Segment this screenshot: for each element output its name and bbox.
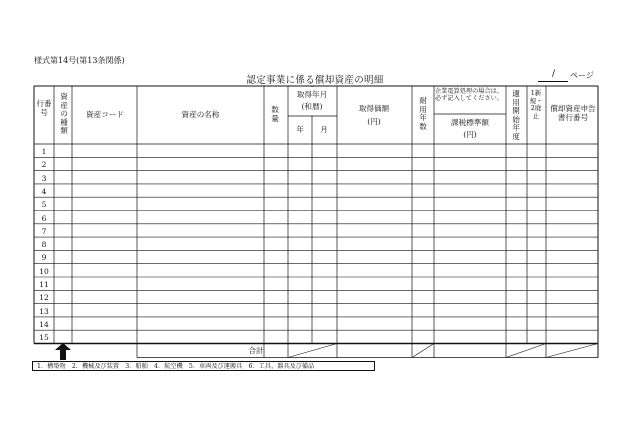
col-header-new-abolish: 1新規・2廃止 <box>529 89 543 120</box>
page-suffix-label: ページ <box>570 71 594 80</box>
col-header-report-no: 償却資産申告書行番号 <box>550 104 596 122</box>
grid-line <box>546 344 598 358</box>
grid-line <box>506 344 546 358</box>
total-label: 合計 <box>248 346 264 355</box>
row-number: 5 <box>41 200 47 210</box>
form-number-label: 様式第14号(第13条関係) <box>34 56 125 65</box>
row-number: 3 <box>41 173 47 183</box>
row-number: 9 <box>41 253 47 263</box>
col-header-asset-code: 資産コード <box>86 110 124 119</box>
row-number: 14 <box>39 319 49 329</box>
row-number: 2 <box>41 160 47 170</box>
row-number: 6 <box>41 213 47 223</box>
col-header-tax-base: 課税標準額 <box>451 118 489 127</box>
row-number: 7 <box>41 226 47 236</box>
asset-type-legend: 1．構築物 2．機械及び装置 3．船舶 4．航空機 5．車両及び運搬具 6．工具、器具及び備品 <box>32 361 375 371</box>
row-number: 11 <box>39 280 49 289</box>
col-header-tax-note: 企業電算処理の場合は、必ず記入してください。 <box>435 88 504 103</box>
col-header-acq-value: 取得価額 <box>358 104 390 113</box>
document-title: 認定事業に係る償却資産の明細 <box>246 75 384 86</box>
col-header-quantity: 数量 <box>271 105 279 123</box>
col-header-useful-life: 耐用年数 <box>419 96 427 131</box>
row-number: 4 <box>41 186 47 196</box>
row-number: 15 <box>39 333 49 343</box>
col-header-asset-name: 資産の名称 <box>181 110 220 119</box>
row-number: 8 <box>41 240 47 250</box>
col-header-row-no: 行番号 <box>36 99 52 117</box>
row-number: 10 <box>39 266 49 276</box>
col-header-year: 年 <box>296 125 304 134</box>
grid-line <box>412 344 434 358</box>
col-header-era: (和暦) <box>301 102 323 111</box>
col-header-month: 月 <box>320 125 328 134</box>
arrow-up-icon <box>55 343 71 360</box>
row-number: 1 <box>41 147 47 156</box>
row-number: 13 <box>39 306 49 316</box>
col-header-acq-year-month: 取得年月 <box>296 90 328 99</box>
row-number: 12 <box>39 293 49 303</box>
page-slash: / <box>552 69 556 79</box>
col-header-asset-type: 資産の種類 <box>60 92 68 136</box>
grid-line <box>288 344 337 358</box>
col-header-tax-base-unit: (円) <box>463 130 477 139</box>
col-header-start-year: 適用開始年度 <box>512 89 520 141</box>
col-header-acq-value-unit: (円) <box>367 117 381 126</box>
